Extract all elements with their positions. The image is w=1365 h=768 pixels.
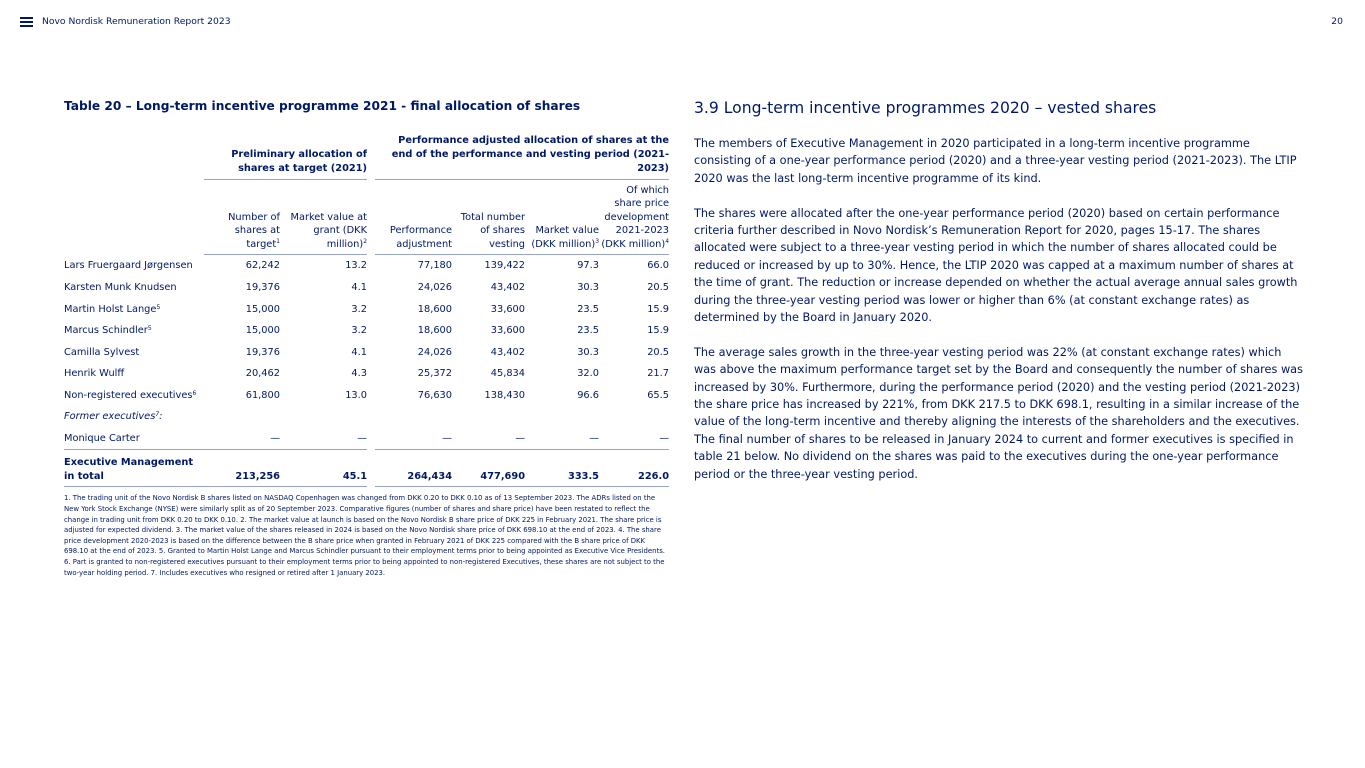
paragraph: The average sales growth in the three-year vesting period was 22% (at constant exchange rates) which was above the maximum performance target set by the Board and consequently the number of shares was increased by 30%. Furthermore, during the performance period (2020) and the vesting period (2021-2023) the share price has increased by 221%, from DKK 217.5 to DKK 698.1, resulting in a similar increase of the value of the long-term incentive and thereby aligning the interests of the shareholders and the executives. The final number of shares to be released in January 2024 to current and former executives is specified in table 21 below. No dividend on the shares was paid to the executives during the one-year performance period or the three-year vesting period. <box>694 345 1303 481</box>
table-row: Henrik Wulff 20,462 4.3 25,372 45,834 32.0 21.7 <box>64 368 670 380</box>
table-row: Marcus Schindler$^5$ 15,000 3.2 18,600 33,600 23.5 15.9 <box>64 325 670 337</box>
group-header-performance: Performance adjusted allocation of shares at the end of the performance and vesting period (2021-2023) <box>375 134 669 180</box>
column-header: Total number of shares vesting <box>452 180 525 255</box>
table-row: Non-registered executives$^6$ 61,800 13.0 76,630 138,430 96.6 65.5 <box>64 389 670 401</box>
paragraph: The shares were allocated after the one-year performance period (2020) based on certain performance criteria further described in Novo Nordisk’s Remuneration Report for 2020, pages 15-17. The shares allocated were subject to a three-year vesting period in which the number of shares allocated could be reduced or increased by up to 30%. Hence, the LTIP 2020 was capped at a maximum number of shares at the time of grant. The reduction or increase depended on whether the actual average annual sales growth during the three-year vesting period was lower or higher than 6% (at constant exchange rates) as determined by the Board in January 2020. <box>694 206 1298 325</box>
table-title: Table 20 – Long-term incentive programme 2021 - final allocation of shares <box>64 99 581 113</box>
column-header: Market value at grant (DKK million)$^2$ <box>280 180 367 255</box>
table-row: Lars Fruergaard Jørgensen 62,242 13.2 77,180 139,422 97.3 66.0 <box>64 260 670 272</box>
document-title: Novo Nordisk Remuneration Report 2023 <box>42 16 231 27</box>
column-header: Of which share price development 2021-2023 (DKK million)$^4$ <box>599 180 669 255</box>
paragraph: The members of Executive Management in 2020 participated in a long-term incentive programme consisting of a one-year performance period (2020) and a three-year vesting period (2021-2023). The LTIP 2020 was the last long-term incentive programme of its kind. <box>694 137 1297 185</box>
menu-icon[interactable] <box>20 17 33 27</box>
table-row: Karsten Munk Knudsen 19,376 4.1 24,026 43,402 30.3 20.5 <box>64 281 670 293</box>
table-footnotes: 1. The trading unit of the Novo Nordisk B shares listed on NASDAQ Copenhagen was changed from DKK 0.20 to DKK 0.10 as of 13 September 2023. The ADRs listed on the New York Stock Exchange (NYSE) were similarly split as of 20 September 2023. Comparative figures (number of shares and share price) have been restated to reflect the change in trading unit from DKK 0.20 to DKK 0.10. 2. The market value at launch is based on the Novo Nordisk B share price of DKK 225 in February 2021. The share price is adjusted for expected dividend. 3. The market value of the shares released in 2024 is based on the Novo Nordisk share price of DKK 698.10 at the end of 2023. 4. The share price development 2020-2023 is based on the difference between the B share price when granted in February 2021 of DKK 225 compared with the B share price of DKK 698.10 at the end of 2023. 5. Granted to Martin Holst Lange and Marcus Schindler pursuant to their employment terms prior to being appointed as Executive Vice Presidents. 6. Part is granted to non-registered executives pursuant to their employment terms prior to being appointed to non-registered Executives, these shares are not subject to the two-year holding period. 7. Includes executives who resigned or retired after 1 January 2023. <box>64 494 665 577</box>
table-row: Martin Holst Lange$^5$ 15,000 3.2 18,600 33,600 23.5 15.9 <box>64 303 670 315</box>
column-header: Market value (DKK million)$^3$ <box>525 180 599 255</box>
page-number: 20 <box>1331 16 1343 27</box>
table-row: Monique Carter — — — — — — <box>64 433 670 445</box>
column-header: Number of shares at target$^1$ <box>204 180 280 255</box>
former-executives-label-row: Former executives$^7$: <box>64 411 163 423</box>
table-section <box>64 98 669 578</box>
top-bar <box>20 13 1343 31</box>
table-row: Camilla Sylvest 19,376 4.1 24,026 43,402 30.3 20.5 <box>64 346 670 358</box>
total-row: Executive Management in total 213,256 45.1 264,434 477,690 333.5 226.0 <box>64 450 669 487</box>
group-header-preliminary: Preliminary allocation of shares at target (2021) <box>204 134 367 180</box>
column-header: Performance adjustment <box>375 180 452 255</box>
section-title: 3.9 Long-term incentive programmes 2020 – vested shares <box>694 99 1157 117</box>
section-text <box>694 98 1304 483</box>
allocation-table <box>64 134 669 487</box>
